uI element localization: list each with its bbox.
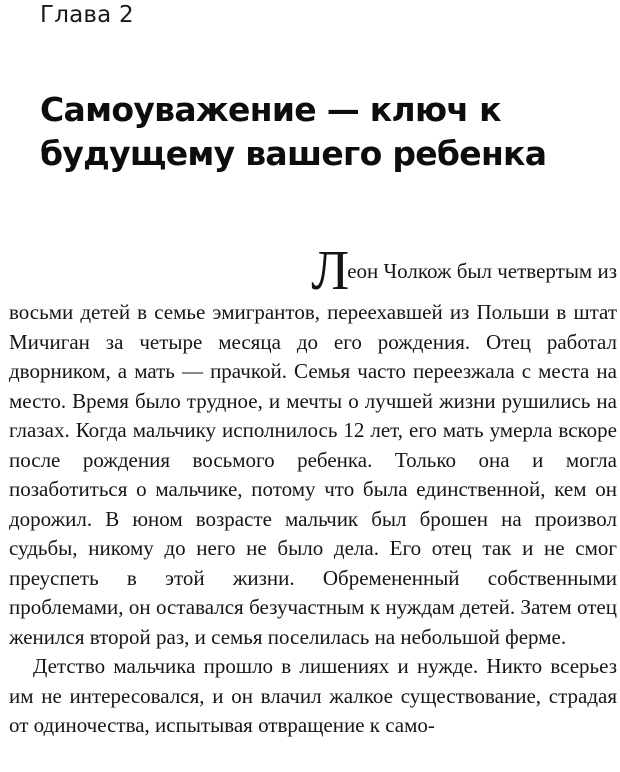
paragraph-2: Детство мальчика прошло в лишениях и нужде. Никто всерьез им не интересовался, и он влачил жалкое существование, страдая от одиночества, испытывая отвращение к само- <box>9 654 617 737</box>
chapter-title <box>40 88 615 176</box>
chapter-title-line-2: будущему вашего ребенка <box>40 134 547 173</box>
lead-line-text: еон Чолкож был четвертым из <box>347 259 617 283</box>
paragraph-1 <box>9 240 617 652</box>
lead-line <box>9 240 617 302</box>
body-text <box>9 240 617 741</box>
chapter-label: Глава 2 <box>40 2 134 28</box>
paragraph-1-text: восьми детей в семье эмигрантов, переехавшей из Польши в штат Мичиган за четыре месяца до его рождения. Отец работал дворником, а мать — прачкой. Семья часто переезжала с места на место. Время было трудное, и мечты о лучшей жизни рушились на глазах. Когда мальчику исполнилось 12 лет, его мать умерла вскоре после рождения восьмого ребенка. Только она и могла позаботиться о мальчике, потому что была единственной, кем он дорожил. В юном возрасте мальчик был брошен на произвол судьбы, никому до него не было дела. Его отец так и не смог преуспеть в этой жизни. Обремененный собственными проблемами, он оставался безучастным к нуждам детей. Затем отец женился второй раз, и семья поселилась на небольшой ферме. <box>9 300 617 649</box>
chapter-title-line-1: Самоуважение — ключ к <box>40 90 501 129</box>
drop-cap: Л <box>311 240 348 302</box>
